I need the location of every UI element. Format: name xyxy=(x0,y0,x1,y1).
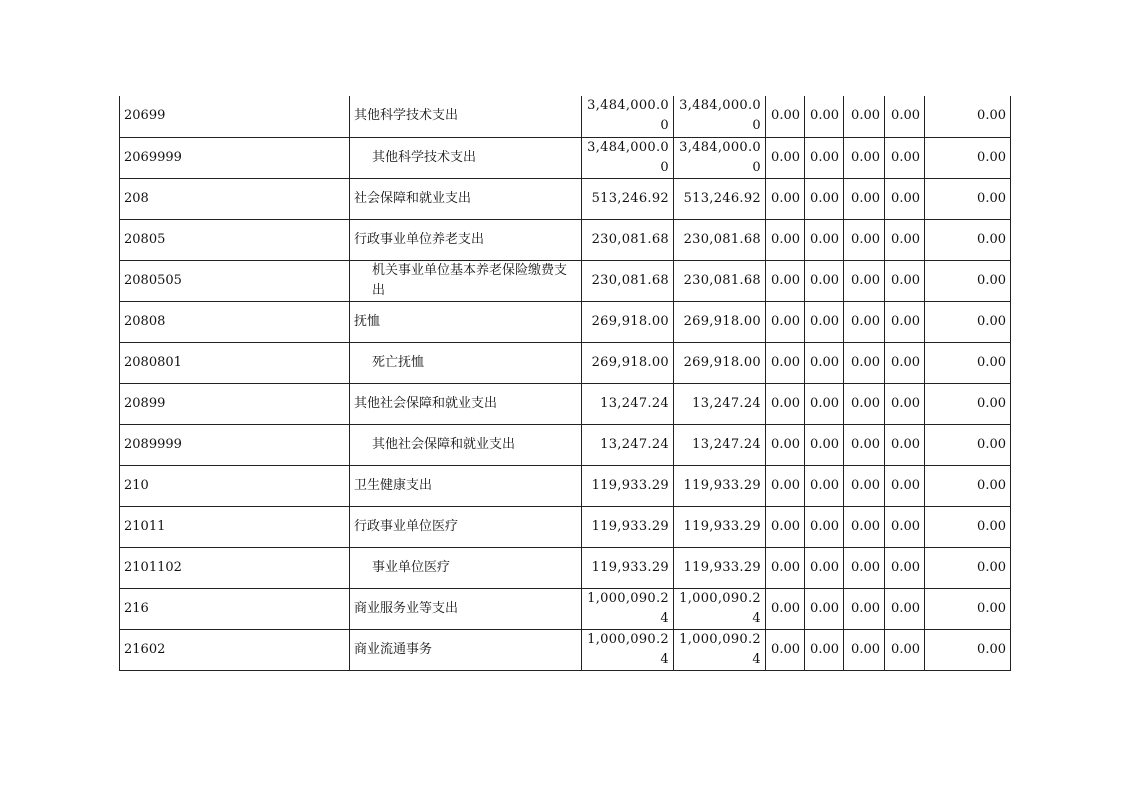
basic-amount-cell: 119,933.29 xyxy=(674,465,766,506)
amount-col-7-cell: 0.00 xyxy=(844,260,885,301)
amount-col-8-cell: 0.00 xyxy=(885,424,925,465)
total-amount-cell: 230,081.68 xyxy=(582,219,674,260)
classification-code-cell: 20808 xyxy=(120,301,350,342)
amount-col-6-cell: 0.00 xyxy=(805,219,844,260)
total-amount-cell: 513,246.92 xyxy=(582,178,674,219)
amount-col-6-cell: 0.00 xyxy=(805,137,844,178)
total-amount-cell: 119,933.29 xyxy=(582,465,674,506)
item-name-cell: 行政事业单位医疗 xyxy=(350,506,582,547)
amount-col-6-cell: 0.00 xyxy=(805,506,844,547)
amount-col-7-cell: 0.00 xyxy=(844,219,885,260)
item-name-cell: 抚恤 xyxy=(350,301,582,342)
table-row xyxy=(120,260,1011,301)
amount-col-5-cell: 0.00 xyxy=(766,629,805,670)
basic-amount-cell: 513,246.92 xyxy=(674,178,766,219)
amount-col-6-cell: 0.00 xyxy=(805,465,844,506)
amount-col-6-cell: 0.00 xyxy=(805,260,844,301)
basic-amount-cell: 230,081.68 xyxy=(674,260,766,301)
amount-col-5-cell: 0.00 xyxy=(766,301,805,342)
amount-col-5-cell: 0.00 xyxy=(766,383,805,424)
total-amount-cell: 3,484,000.00 xyxy=(582,96,674,137)
amount-col-9-cell: 0.00 xyxy=(925,588,1011,629)
amount-col-8-cell: 0.00 xyxy=(885,137,925,178)
item-name-cell: 其他科学技术支出 xyxy=(350,137,582,178)
amount-col-5-cell: 0.00 xyxy=(766,178,805,219)
amount-col-9-cell: 0.00 xyxy=(925,383,1011,424)
amount-col-5-cell: 0.00 xyxy=(766,424,805,465)
amount-col-7-cell: 0.00 xyxy=(844,178,885,219)
amount-col-7-cell: 0.00 xyxy=(844,547,885,588)
basic-amount-cell: 230,081.68 xyxy=(674,219,766,260)
amount-col-9-cell: 0.00 xyxy=(925,506,1011,547)
amount-col-6-cell: 0.00 xyxy=(805,383,844,424)
table-row xyxy=(120,383,1011,424)
total-amount-cell: 119,933.29 xyxy=(582,506,674,547)
amount-col-6-cell: 0.00 xyxy=(805,424,844,465)
table-row xyxy=(120,588,1011,629)
amount-col-9-cell: 0.00 xyxy=(925,547,1011,588)
amount-col-6-cell: 0.00 xyxy=(805,547,844,588)
total-amount-cell: 3,484,000.00 xyxy=(582,137,674,178)
table-row xyxy=(120,137,1011,178)
table-row xyxy=(120,342,1011,383)
amount-col-9-cell: 0.00 xyxy=(925,219,1011,260)
amount-col-5-cell: 0.00 xyxy=(766,588,805,629)
amount-col-9-cell: 0.00 xyxy=(925,465,1011,506)
amount-col-5-cell: 0.00 xyxy=(766,342,805,383)
table-row xyxy=(120,629,1011,670)
amount-col-7-cell: 0.00 xyxy=(844,506,885,547)
amount-col-7-cell: 0.00 xyxy=(844,137,885,178)
amount-col-5-cell: 0.00 xyxy=(766,506,805,547)
amount-col-8-cell: 0.00 xyxy=(885,465,925,506)
amount-col-9-cell: 0.00 xyxy=(925,424,1011,465)
basic-amount-cell: 3,484,000.00 xyxy=(674,137,766,178)
item-name-cell: 卫生健康支出 xyxy=(350,465,582,506)
total-amount-cell: 119,933.29 xyxy=(582,547,674,588)
amount-col-7-cell: 0.00 xyxy=(844,342,885,383)
basic-amount-cell: 13,247.24 xyxy=(674,383,766,424)
amount-col-7-cell: 0.00 xyxy=(844,465,885,506)
amount-col-5-cell: 0.00 xyxy=(766,260,805,301)
amount-col-9-cell: 0.00 xyxy=(925,301,1011,342)
classification-code-cell: 21011 xyxy=(120,506,350,547)
table-row xyxy=(120,178,1011,219)
amount-col-9-cell: 0.00 xyxy=(925,96,1011,137)
amount-col-5-cell: 0.00 xyxy=(766,465,805,506)
amount-col-9-cell: 0.00 xyxy=(925,178,1011,219)
item-name-cell: 商业服务业等支出 xyxy=(350,588,582,629)
amount-col-6-cell: 0.00 xyxy=(805,629,844,670)
basic-amount-cell: 269,918.00 xyxy=(674,342,766,383)
amount-col-8-cell: 0.00 xyxy=(885,178,925,219)
classification-code-cell: 2101102 xyxy=(120,547,350,588)
total-amount-cell: 1,000,090.24 xyxy=(582,588,674,629)
item-name-cell: 商业流通事务 xyxy=(350,629,582,670)
table-body xyxy=(120,96,1011,670)
total-amount-cell: 269,918.00 xyxy=(582,342,674,383)
amount-col-8-cell: 0.00 xyxy=(885,629,925,670)
amount-col-7-cell: 0.00 xyxy=(844,629,885,670)
basic-amount-cell: 1,000,090.24 xyxy=(674,588,766,629)
classification-code-cell: 20699 xyxy=(120,96,350,137)
amount-col-7-cell: 0.00 xyxy=(844,424,885,465)
table-row xyxy=(120,219,1011,260)
item-name-cell: 死亡抚恤 xyxy=(350,342,582,383)
item-name-cell: 社会保障和就业支出 xyxy=(350,178,582,219)
table-row xyxy=(120,547,1011,588)
item-name-cell: 其他社会保障和就业支出 xyxy=(350,424,582,465)
classification-code-cell: 208 xyxy=(120,178,350,219)
amount-col-8-cell: 0.00 xyxy=(885,219,925,260)
item-name-cell: 其他科学技术支出 xyxy=(350,96,582,137)
table-row xyxy=(120,506,1011,547)
amount-col-8-cell: 0.00 xyxy=(885,96,925,137)
basic-amount-cell: 269,918.00 xyxy=(674,301,766,342)
amount-col-7-cell: 0.00 xyxy=(844,96,885,137)
amount-col-8-cell: 0.00 xyxy=(885,260,925,301)
classification-code-cell: 2089999 xyxy=(120,424,350,465)
amount-col-8-cell: 0.00 xyxy=(885,342,925,383)
amount-col-5-cell: 0.00 xyxy=(766,219,805,260)
classification-code-cell: 2069999 xyxy=(120,137,350,178)
classification-code-cell: 2080801 xyxy=(120,342,350,383)
total-amount-cell: 13,247.24 xyxy=(582,424,674,465)
item-name-cell: 行政事业单位养老支出 xyxy=(350,219,582,260)
item-name-cell: 其他社会保障和就业支出 xyxy=(350,383,582,424)
amount-col-5-cell: 0.00 xyxy=(766,96,805,137)
amount-col-8-cell: 0.00 xyxy=(885,506,925,547)
amount-col-9-cell: 0.00 xyxy=(925,137,1011,178)
amount-col-8-cell: 0.00 xyxy=(885,547,925,588)
table-row xyxy=(120,96,1011,137)
amount-col-5-cell: 0.00 xyxy=(766,137,805,178)
table-row xyxy=(120,301,1011,342)
classification-code-cell: 210 xyxy=(120,465,350,506)
basic-amount-cell: 13,247.24 xyxy=(674,424,766,465)
item-name-cell: 事业单位医疗 xyxy=(350,547,582,588)
total-amount-cell: 13,247.24 xyxy=(582,383,674,424)
amount-col-7-cell: 0.00 xyxy=(844,383,885,424)
total-amount-cell: 230,081.68 xyxy=(582,260,674,301)
amount-col-9-cell: 0.00 xyxy=(925,260,1011,301)
basic-amount-cell: 119,933.29 xyxy=(674,506,766,547)
amount-col-9-cell: 0.00 xyxy=(925,342,1011,383)
classification-code-cell: 20899 xyxy=(120,383,350,424)
amount-col-8-cell: 0.00 xyxy=(885,301,925,342)
basic-amount-cell: 1,000,090.24 xyxy=(674,629,766,670)
total-amount-cell: 1,000,090.24 xyxy=(582,629,674,670)
classification-code-cell: 2080505 xyxy=(120,260,350,301)
item-name-cell: 机关事业单位基本养老保险缴费支出 xyxy=(350,260,582,301)
basic-amount-cell: 119,933.29 xyxy=(674,547,766,588)
amount-col-6-cell: 0.00 xyxy=(805,301,844,342)
amount-col-6-cell: 0.00 xyxy=(805,588,844,629)
amount-col-8-cell: 0.00 xyxy=(885,588,925,629)
classification-code-cell: 216 xyxy=(120,588,350,629)
amount-col-6-cell: 0.00 xyxy=(805,178,844,219)
amount-col-6-cell: 0.00 xyxy=(805,342,844,383)
amount-col-7-cell: 0.00 xyxy=(844,301,885,342)
amount-col-9-cell: 0.00 xyxy=(925,629,1011,670)
classification-code-cell: 21602 xyxy=(120,629,350,670)
amount-col-5-cell: 0.00 xyxy=(766,547,805,588)
total-amount-cell: 269,918.00 xyxy=(582,301,674,342)
expenditure-table xyxy=(119,96,1011,671)
table-row xyxy=(120,465,1011,506)
amount-col-6-cell: 0.00 xyxy=(805,96,844,137)
table-row xyxy=(120,424,1011,465)
classification-code-cell: 20805 xyxy=(120,219,350,260)
amount-col-8-cell: 0.00 xyxy=(885,383,925,424)
amount-col-7-cell: 0.00 xyxy=(844,588,885,629)
basic-amount-cell: 3,484,000.00 xyxy=(674,96,766,137)
